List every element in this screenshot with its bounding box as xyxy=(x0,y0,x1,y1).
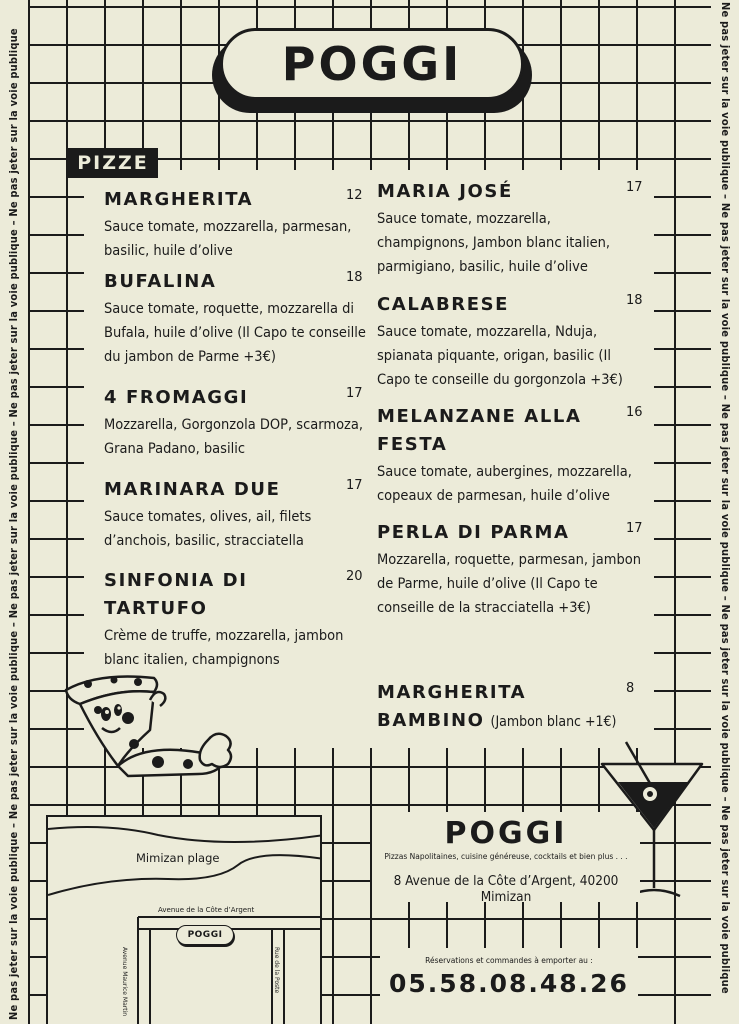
pizza-name: PERLA DI PARMA xyxy=(377,522,570,543)
pizza-name: MARINARA DUE xyxy=(104,479,281,500)
pizza-description: Mozzarella, roquette, parmesan, jambon de Parme, huile d’olive (Il Capo te conseille de la stracciatella +3€) xyxy=(377,552,641,616)
pizza-description: Crème de truffe, mozzarella, jambon blanc italien, champignons xyxy=(104,628,344,668)
pizza-name: MARGHERITA xyxy=(104,189,254,210)
pizza-description: Mozzarella, Gorgonzola DOP, scarmoza, Grana Padano, basilic xyxy=(104,417,364,457)
map-pin-poggi: POGGI xyxy=(176,925,234,945)
pizza-melanzane-alla-festa xyxy=(377,403,645,508)
pizza-price: 16 xyxy=(626,405,643,420)
pizza-price: 17 xyxy=(626,521,643,536)
pizza-note: (Jambon blanc +1€) xyxy=(490,714,617,730)
menu-panel xyxy=(84,170,654,748)
pizza-mascot-illustration xyxy=(58,670,258,790)
pizza-price: 18 xyxy=(346,270,363,285)
pizza-price: 8 xyxy=(626,681,635,696)
pizza-description: Sauce tomate, mozzarella, champignons, Jambon blanc italien, parmigiano, basilic, huile d’olive xyxy=(377,211,611,275)
pizza-price: 18 xyxy=(626,293,643,308)
pizza-name: BUFALINA xyxy=(104,271,217,292)
pizza-4-fromaggi xyxy=(104,384,366,461)
pizza-price: 12 xyxy=(346,188,363,203)
pizza-price: 17 xyxy=(346,386,363,401)
phone-number: 05.58.08.48.26 xyxy=(389,969,629,998)
map-label-plage: Mimizan plage xyxy=(136,851,220,865)
map-label-street-2: Rue de la Poste xyxy=(273,947,280,994)
location-map xyxy=(46,815,322,1024)
address-panel xyxy=(372,812,640,905)
footer-tagline: Pizzas Napolitaines, cuisine généreuse, cocktails et bien plus . . . xyxy=(384,852,628,861)
title-logo: POGGI xyxy=(220,28,524,100)
footer-address: 8 Avenue de la Côte d’Argent, 40200 Mimizan xyxy=(393,873,619,905)
pizza-maria-jose xyxy=(377,178,645,279)
pizza-name: SINFONIA DI TARTUFO xyxy=(104,570,248,619)
pizza-sinfonia-di-tartufo xyxy=(104,567,366,672)
pizza-description: Sauce tomates, olives, ail, filets d’anchois, basilic, stracciatella xyxy=(104,509,312,549)
side-text-right: Ne pas jeter sur la voie publique – Ne pas jeter sur la voie publique – Ne pas jeter sur la voie publique – Ne pas jeter sur la voie publique – Ne pas jeter sur la voie publique xyxy=(713,0,739,1024)
pizza-price: 17 xyxy=(346,478,363,493)
pizza-description: Sauce tomate, roquette, mozzarella di Bufala, huile d’olive (Il Capo te conseille du jambon de Parme +3€) xyxy=(104,301,366,365)
map-roads xyxy=(48,817,322,1024)
phone-panel xyxy=(380,948,638,1024)
pizza-margherita-bambino xyxy=(377,679,645,736)
pizza-description: Sauce tomate, aubergines, mozzarella, copeaux de parmesan, huile d’olive xyxy=(377,464,632,504)
pizza-name: CALABRESE xyxy=(377,294,510,315)
pizza-calabrese xyxy=(377,291,645,392)
section-label-pizze: PIZZE xyxy=(68,148,158,178)
footer-brand: POGGI xyxy=(444,816,568,851)
pizza-price: 17 xyxy=(626,180,643,195)
pizza-marinara-due xyxy=(104,476,366,553)
pizza-name-text: MARGHERITA BAMBINO xyxy=(377,682,527,731)
reservation-label: Réservations et commandes à emporter au : xyxy=(425,956,593,965)
pizza-price: 20 xyxy=(346,569,363,584)
pizza-description: Sauce tomate, mozzarella, parmesan, basilic, huile d’olive xyxy=(104,219,352,259)
pizza-description: Sauce tomate, mozzarella, Nduja, spianata piquante, origan, basilic (Il Capo te conseille du gorgonzola +3€) xyxy=(377,324,623,388)
pizza-name: MARIA JOSÉ xyxy=(377,181,513,202)
pizza-bufalina xyxy=(104,268,366,369)
pizza-perla-di-parma xyxy=(377,519,645,620)
pizza-name: 4 FROMAGGI xyxy=(104,387,249,408)
pizza-margherita xyxy=(104,186,366,263)
map-label-avenue: Avenue de la Côte d’Argent xyxy=(158,906,255,914)
pizza-name xyxy=(377,679,617,736)
map-label-street-1: Avenue Maurice Martin xyxy=(121,947,128,1017)
pizza-name: MELANZANE ALLA FESTA xyxy=(377,406,582,455)
side-text-left: Ne pas jeter sur la voie publique – Ne pas jeter sur la voie publique – Ne pas jeter sur la voie publique – Ne pas jeter sur la voie publique – Ne pas jeter sur la voie publique xyxy=(0,0,26,1024)
